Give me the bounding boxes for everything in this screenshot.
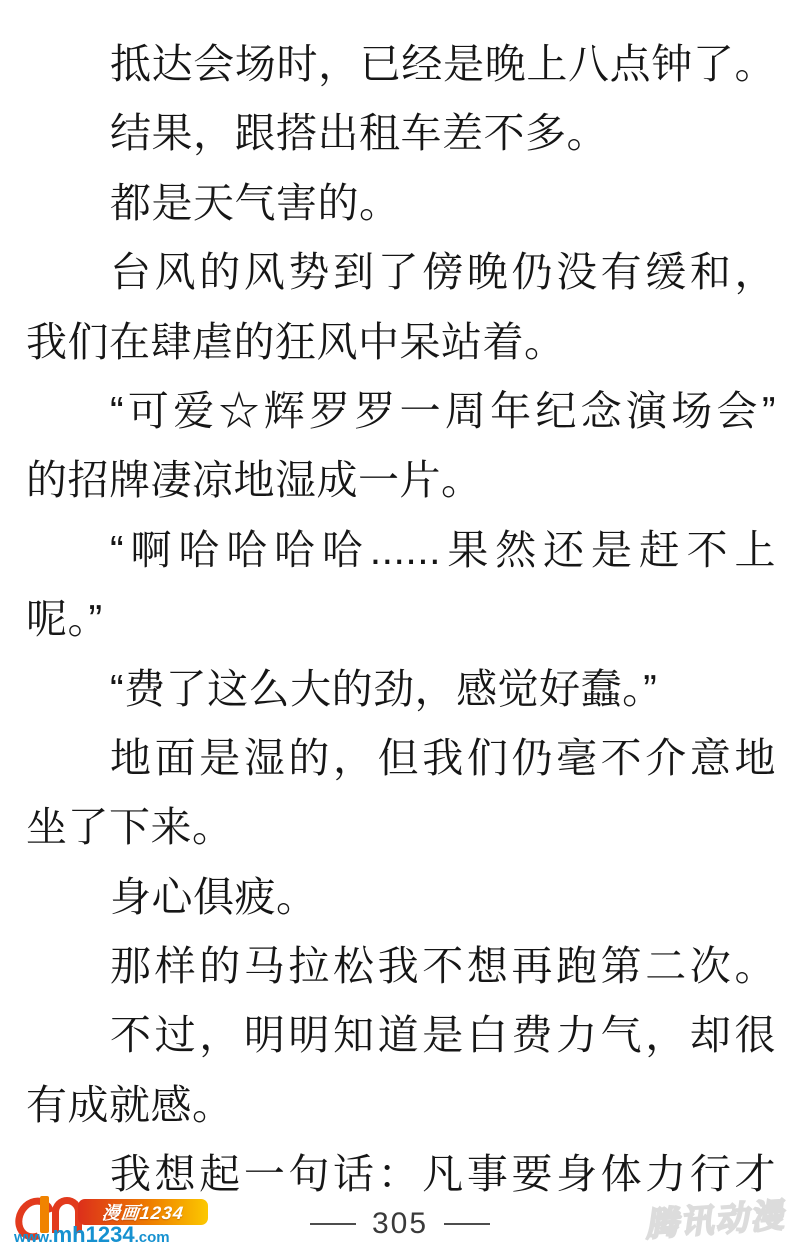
text-line: 结果，跟搭出租车差不多。 (110, 110, 608, 157)
text-line: “可爱☆辉罗罗一周年纪念演场会” (110, 387, 776, 434)
text-line: 抵达会场时，已经是晚上八点钟了。 (110, 41, 776, 87)
text-line: 台风的风势到了傍晚仍没有缓和， (110, 249, 776, 296)
site-url-tld: .com (134, 1229, 170, 1245)
site-name: 漫画1234 (100, 1203, 185, 1223)
site-url-www: www. (14, 1229, 53, 1245)
text-line: 的招牌凄凉地湿成一片。 (26, 457, 483, 504)
text-line: 地面是湿的，但我们仍毫不介意地 (110, 734, 776, 781)
site-url-main: mh1234 (52, 1222, 135, 1245)
text-line: “啊哈哈哈哈......果然还是赶不上 (110, 526, 776, 573)
publisher-watermark: 腾讯动漫 (645, 1195, 791, 1244)
text-line: 我们在肆虐的狂风中呆站着。 (26, 318, 566, 365)
text-line: 身心俱疲。 (110, 873, 318, 920)
text-line: 都是天气害的。 (110, 179, 401, 226)
text-line: 不过，明明知道是白费力气，却很 (110, 1012, 776, 1059)
text-line: “费了这么大的劲，感觉好蠢。” (110, 665, 658, 712)
page-number-dash (444, 1223, 490, 1225)
novel-text-block (26, 30, 776, 1210)
page-number-dash (310, 1223, 356, 1225)
text-line: 坐了下来。 (26, 804, 234, 851)
text-line: 呢。” (26, 596, 103, 643)
text-line: 有成就感。 (26, 1081, 234, 1128)
text-line: 我想起一句话：凡事要身体力行才 (110, 1151, 776, 1198)
text-line: 那样的马拉松我不想再跑第二次。 (110, 943, 776, 990)
page-number: 305 (371, 1207, 429, 1240)
